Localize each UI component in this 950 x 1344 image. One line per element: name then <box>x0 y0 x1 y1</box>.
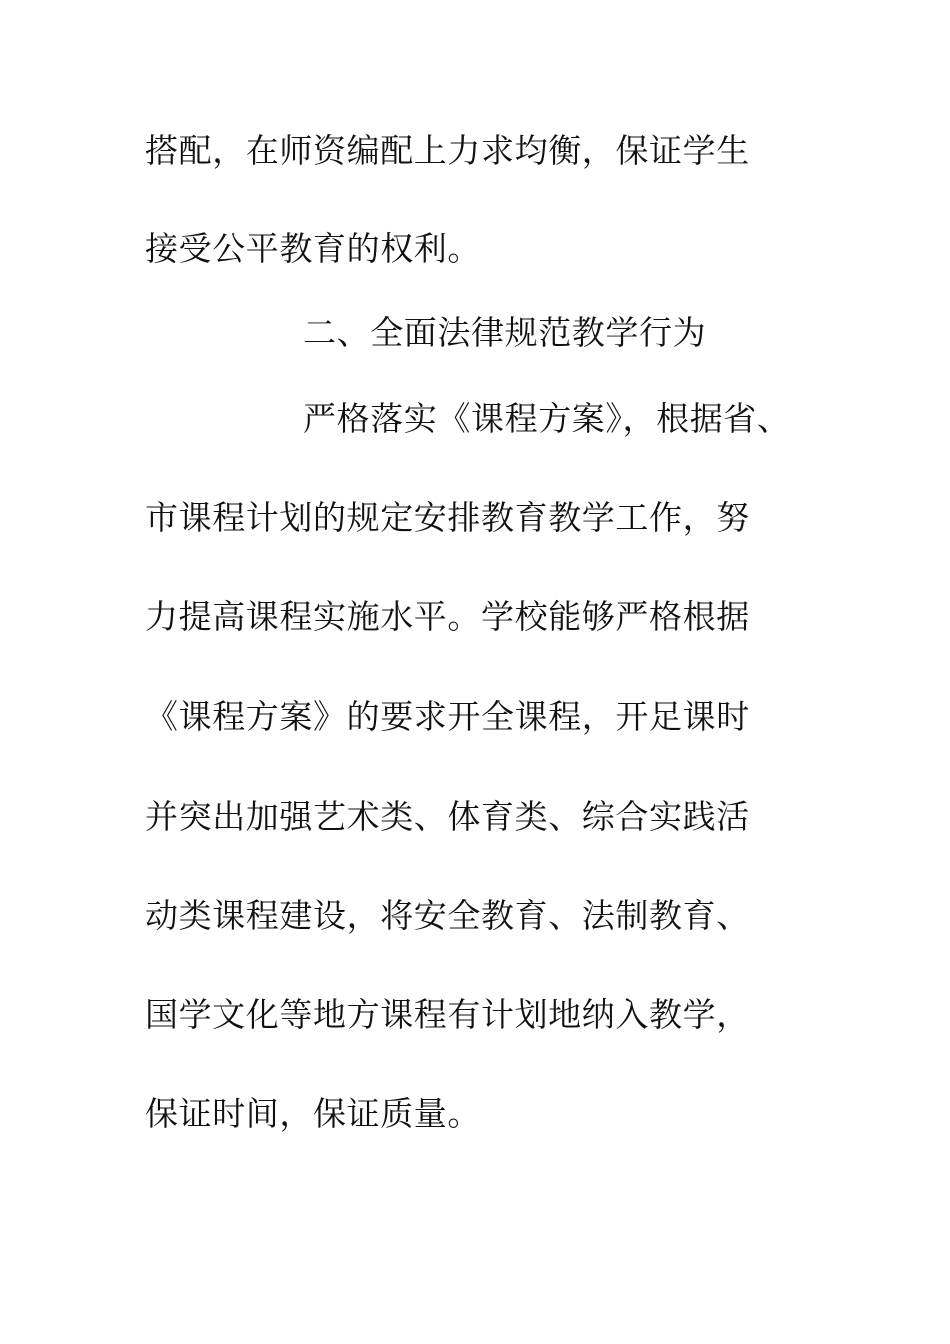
paragraph-line: 市课程计划的规定安排教育教学工作，努 <box>145 498 750 537</box>
paragraph-line: 力提高课程实施水平。学校能够严格根据 <box>145 597 750 636</box>
paragraph-line: 动类课程建设，将安全教育、法制教育、 <box>145 896 750 935</box>
section-heading: 二、全面法律规范教学行为 <box>303 313 707 352</box>
paragraph-line: 保证时间，保证质量。 <box>145 1094 481 1133</box>
paragraph-line: 国学文化等地方课程有计划地纳入教学， <box>145 995 750 1034</box>
paragraph-line: 搭配，在师资编配上力求均衡，保证学生 <box>145 131 750 170</box>
paragraph-line: 并突出加强艺术类、体育类、综合实践活 <box>145 797 750 836</box>
paragraph-line: 接受公平教育的权利。 <box>145 229 481 268</box>
paragraph-line: 严格落实《课程方案》，根据省、 <box>303 399 791 438</box>
paragraph-line: 《课程方案》的要求开全课程，开足课时 <box>145 697 750 736</box>
